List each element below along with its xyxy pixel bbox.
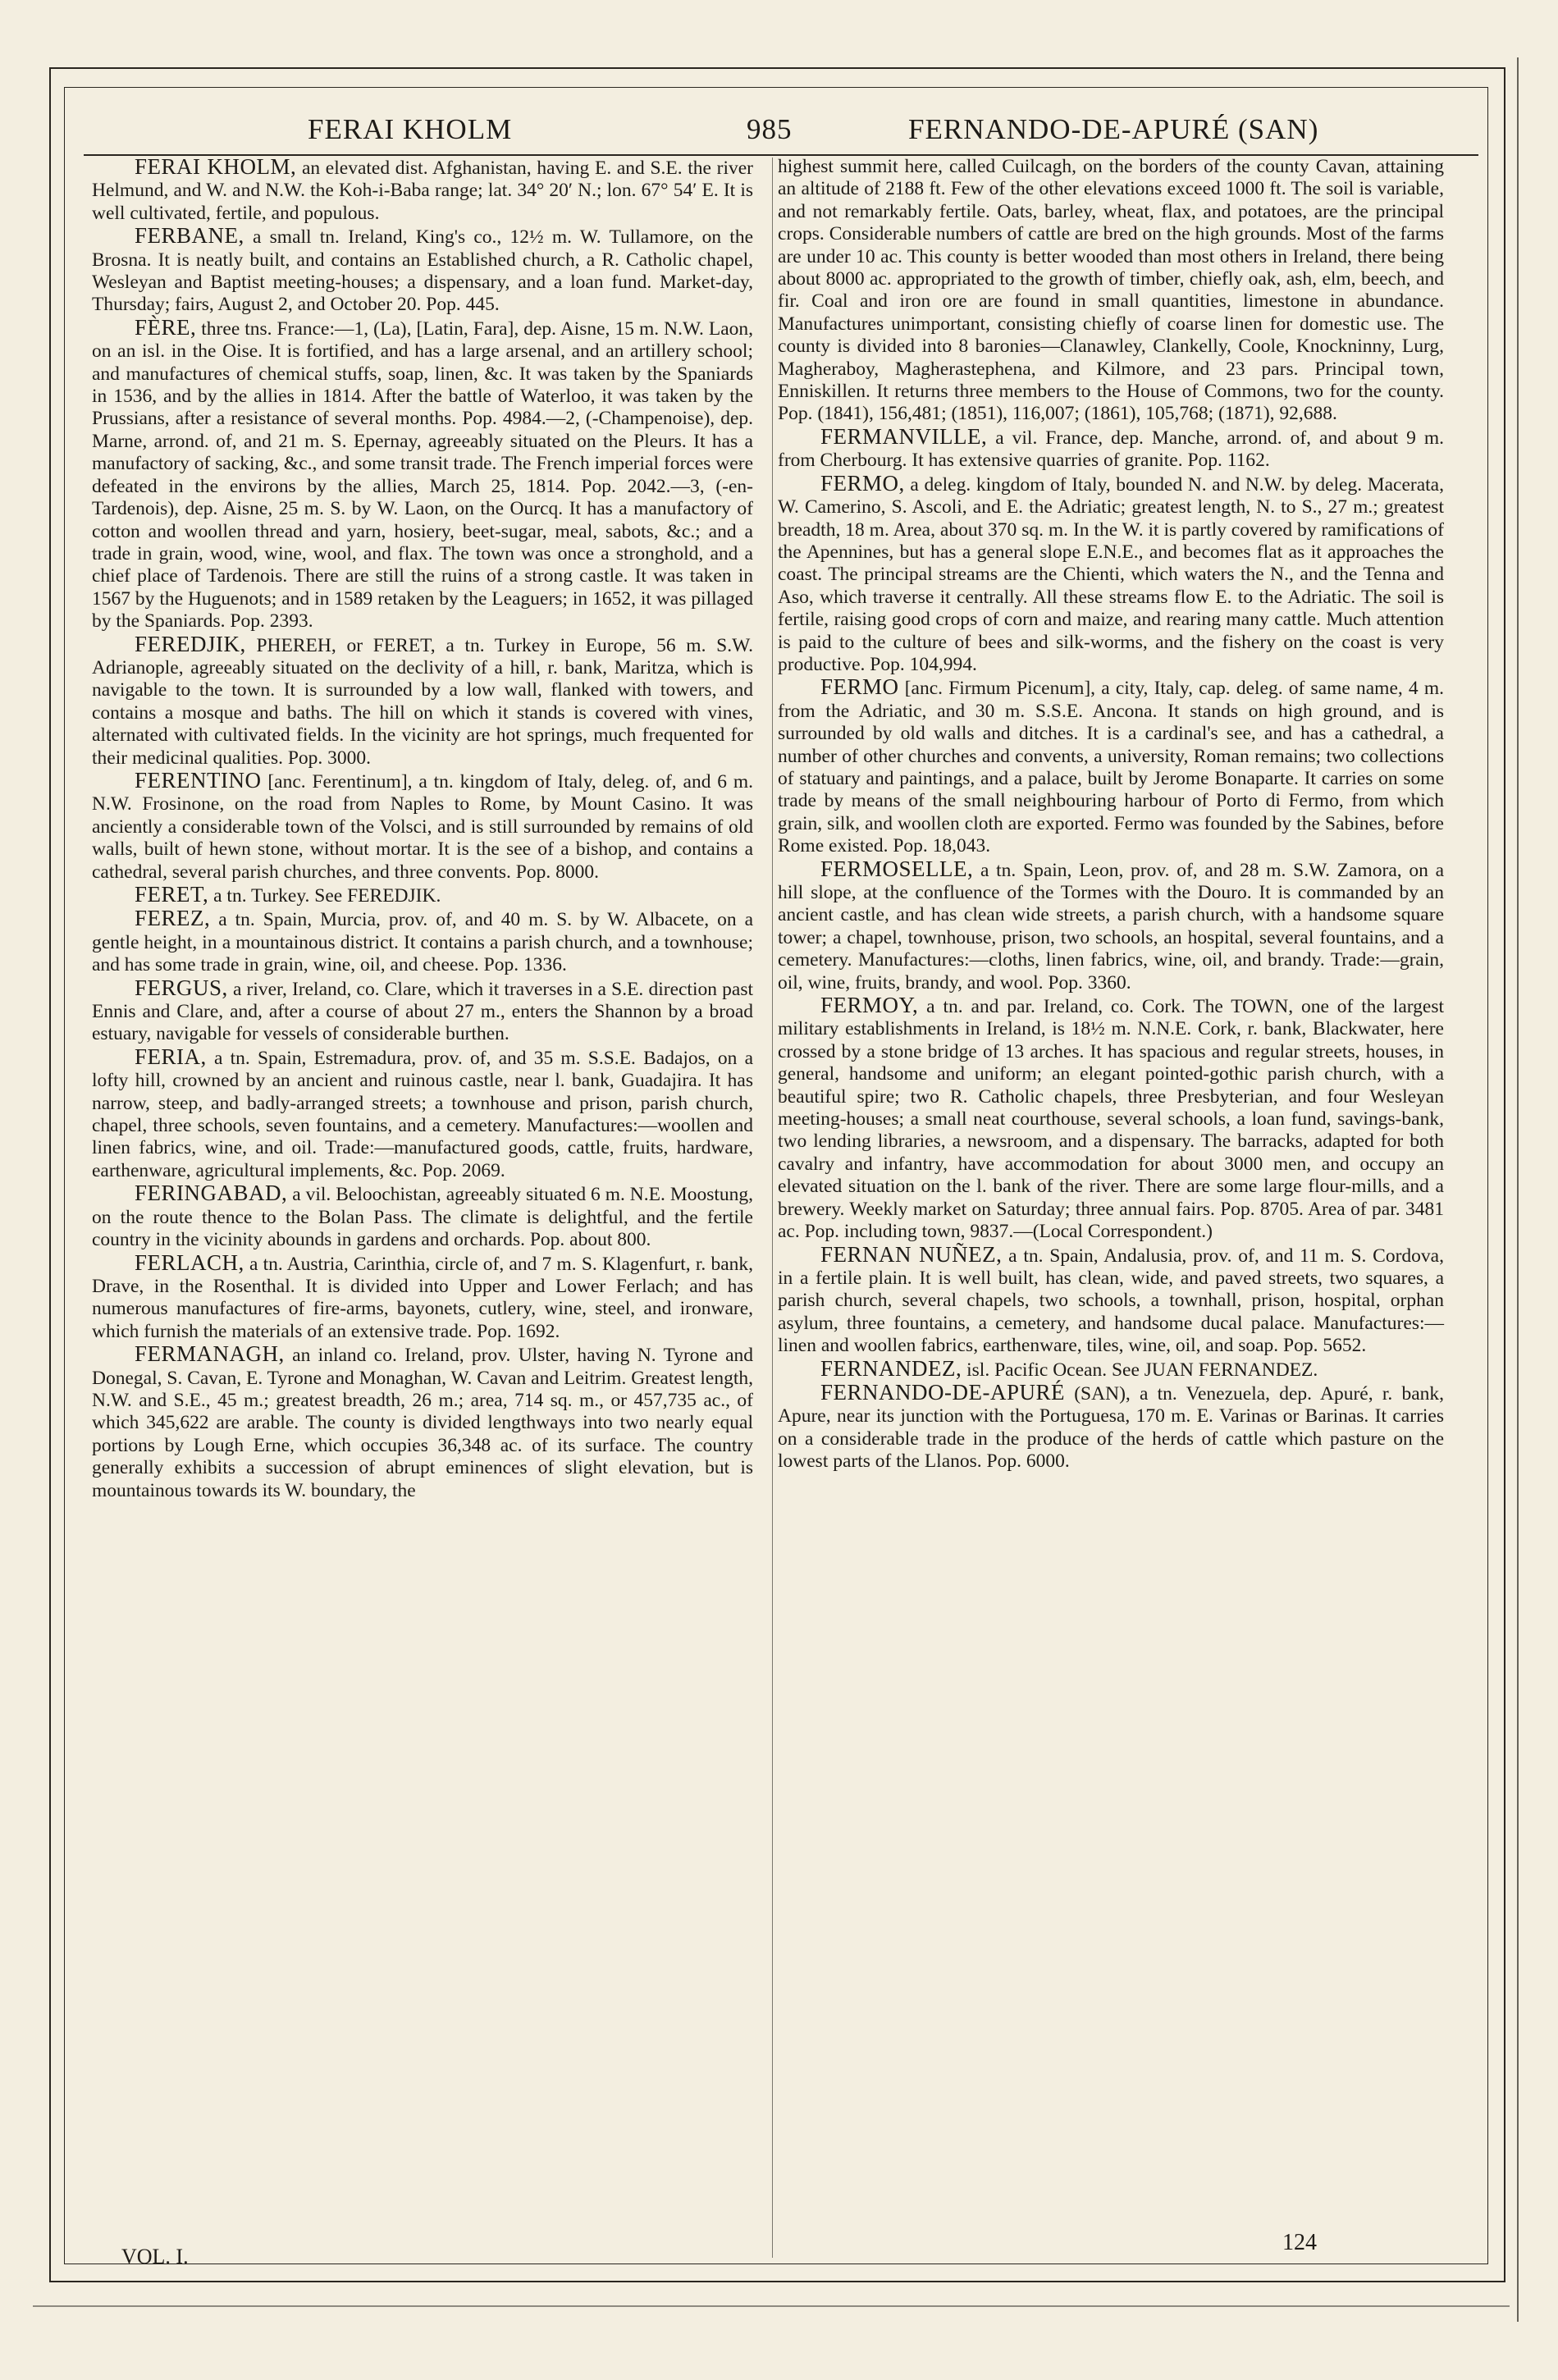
dictionary-entry (778, 1379, 1444, 1473)
dictionary-entry (778, 994, 1444, 1243)
entry-text: a tn. Spain, Murcia, prov. of, and 40 m. S. by W. Albacete, on a gentle height, in a mountainous district. It contains a parish church, and a townhouse; and has some trade in grain, wine, oil, and cheese. Pop. 1336. (92, 909, 753, 976)
entry-text: isl. Pacific Ocean. See JUAN FERNANDEZ. (966, 1359, 1318, 1381)
header-right-word: FERNANDO-DE-APURÉ (SAN) (908, 113, 1319, 145)
entry-text: a tn. Spain, Leon, prov. of, and 28 m. S.W. Zamora, on a hill slope, at the confluence of the Tormes with the Douro. It is commanded by an ancient castle, and has clean wide streets, a parish church, with a handsome square tower; a chapel, townhouse, prison, two schools, an hospital, several fountains, and a cemetery. Manufactures:—cloths, linen fabrics, wine, oil, and brandy. Trade:—grain, oil, wine, fruits, brandy, and wool. Pop. 3360. (778, 859, 1445, 994)
entry-text: highest summit here, called Cuilcagh, on the borders of the county Cavan, attaining an altitude of 2188 ft. Few of the other elevations exceed 1000 ft. The soil is variable, and not remarkably fertile. Oats, barley, wheat, flax, and potatoes, are the principal crops. Considerable numbers of cattle are bred on the high grounds. Most of the farms are under 10 ac. This county is better wooded than most others in Ireland, there being about 8000 ac. appropriated to the growth of timber, chiefly oak, ash, elm, beech, and fir. Coal and iron ore are found in small quantities, limestone in abundance. Manufactures unimportant, consisting chiefly of coarse linen for domestic use. The county is divided into 8 baronies—Clanawley, Clankelly, Coole, Knockninny, Lurg, Magheraboy, Magherastephena, and Kilmore, and 23 pars. Principal town, Enniskillen. It returns three members to the House of Commons, two for the county. Pop. (1841), 156,481; (1851), 116,007; (1861), 105,768; (1871), 92,688. (778, 156, 1444, 425)
entry-text: a deleg. kingdom of Italy, bounded N. and N.W. by deleg. Macerata, W. Camerino, S. Ascoli, and E. the Adriatic; greatest length, N. to S., 27 m.; greatest breadth, 18 m. Area, about 370 sq. m. In the W. it is partly covered by ramifications of the Apennines, but has a general slope E.N.E., and becomes flat as it approaches the coast. The principal streams are the Chienti, which waters the N., and the Tenna and Aso, which traverse it centrally. All these streams flow E. to the Adriatic. The soil is fertile, raising good crops of corn and maize, and rearing many cattle. Much attention is paid to the culture of bees and silk-worms, and the fishery on the coast is very productive. Pop. 104,994. (778, 473, 1444, 675)
entry-headword: FERET, (135, 882, 209, 907)
entry-text: a tn. Spain, Estremadura, prov. of, and 35 m. S.S.E. Badajos, on a lofty hill, crowned by an ancient and ruinous castle, near l. bank, Guadajira. It has narrow, steep, and badly-arranged streets; a townhouse and prison, parish church, chapel, three schools, seven fountains, and a cemetery. Manufactures:—woollen and linen fabrics, wine, and oil. Trade:—manufactured goods, cattle, fruits, hardware, earthenware, agricultural implements, &c. Pop. 2069. (92, 1047, 753, 1181)
entry-text: a small tn. Ireland, King's co., 12½ m. W. Tullamore, on the Brosna. It is neatly built, and contains an Established church, a R. Catholic chapel, Wesleyan and Baptist meeting-houses; a dispensary, and a loan fund. Market-day, Thursday; fairs, August 2, and October 20. Pop. 445. (92, 226, 753, 316)
entry-headword: FERINGABAD, (135, 1181, 288, 1206)
page-number: 985 (747, 113, 793, 145)
dictionary-entry (778, 1355, 1444, 1382)
page-edge (1517, 57, 1519, 2322)
entry-text: a vil. Beloochistan, agreeably situated 6 m. N.E. Moostung, on the route thence to the Bolan Pass. The climate is delightful, and the fertile country in the vicinity abounds in gardens and orchards. Pop. about 800. (92, 1184, 754, 1251)
entry-headword: FERMANAGH, (135, 1341, 285, 1367)
sheet-signature: 124 (1282, 2230, 1317, 2255)
volume-signature: VOL. I. (121, 2245, 189, 2268)
entry-headword: FERGUS, (135, 975, 228, 1000)
running-header (78, 113, 1477, 154)
entry-headword: FERLACH, (135, 1249, 244, 1275)
entry-headword: FEREDJIK, (135, 631, 246, 656)
dictionary-entry (92, 225, 753, 317)
dictionary-entry (92, 633, 753, 770)
entry-headword: FERIA, (135, 1044, 207, 1069)
entry-headword: FERNANDO-DE-APURÉ (820, 1379, 1065, 1405)
entry-headword: FERENTINO (135, 767, 262, 793)
entry-text: three tns. France:—1, (La), [Latin, Fara], dep. Aisne, 15 m. N.W. Laon, on an isl. in the Oise. It is fortified, and has a large arsenal, and an artillery school; and manufactures of chemical stuffs, soap, linen, &c. It was taken by the Spaniards in 1536, and by the allies in 1814. After the battle of Waterloo, it was taken by the Prussians, after a resistance of several months. Pop. 4984.—2, (-Champenoise), dep. Marne, arrond. of, and 21 m. S. Epernay, agreeably situated on the Pleurs. It has a manufactory of sacking, &c., and some transit trade. The French imperial forces were defeated in the environs by the allies, March 25, 1814. Pop. 2042.—3, (-en-Tardenois), dep. Aisne, 25 m. S. by W. Laon, on the Ourcq. It has a manufactory of cotton and woollen thread and yarn, hosiery, beet-sugar, meal, sabots, &c.; and a trade in grain, wood, wine, wool, and flax. The town was once a stronghold, and a chief place of Tardenois. There are still the ruins of a strong castle. It was taken in 1567 by the Huguenots; and in 1589 retaken by the Leaguers; in 1652, it was pillaged by the Spaniards. Pop. 2393. (92, 317, 754, 633)
column-rule (772, 158, 773, 2258)
entry-text: an inland co. Ireland, prov. Ulster, having N. Tyrone and Donegal, S. Cavan, E. Tyrone and Monaghan, W. Cavan and Leitrim. Greatest length, N.W. and S.E., 45 m.; greatest breadth, 26 m.; area, 714 sq. m., or 457,735 ac., of which 345,622 are arable. The county is divided lengthways into two nearly equal portions by Lough Erne, which occupies 36,348 ac. of its surface. The country generally exhibits a succession of abrupt eminences of slight elevation, but is mountainous towards its W. boundary, the (92, 1345, 754, 1501)
entry-headword: FERMO, (820, 470, 905, 496)
page-edge-bottom (33, 2305, 1510, 2307)
entry-text: a river, Ireland, co. Clare, which it traverses in a S.E. direction past Ennis and Clare, and, after a course of about 27 m., enters the Shannon by a broad estuary, navigable for vessels of considerable burthen. (92, 978, 753, 1045)
dictionary-entry (92, 156, 753, 225)
left-column (92, 156, 753, 1502)
entry-headword: FEREZ, (135, 906, 211, 931)
dictionary-entry (92, 1249, 754, 1344)
dictionary-entry (778, 423, 1445, 473)
dictionary-entry (778, 470, 1444, 677)
dictionary-entry (778, 1241, 1444, 1358)
entry-headword: FERMOSELLE, (820, 856, 974, 881)
entry-text: (SAN), a tn. Venezuela, dep. Apuré, r. bank, Apure, near its junction with the Portuguesa, 170 m. E. Varinas or Barinas. It carries on a considerable trade in the produce of the herds of cattle which pasture on the lowest parts of the Llanos. Pop. 6000. (778, 1382, 1444, 1473)
entry-text: [anc. Ferentinum], a tn. kingdom of Italy, deleg. of, and 6 m. N.W. Frosinone, on the road from Naples to Rome, by Mount Casino. It was anciently a considerable town of the Volsci, and is still surrounded by remains of old walls, built of hewn stone, without mortar. It is the see of a bishop, and contains a cathedral, several parish churches, and three convents. Pop. 8000. (92, 770, 754, 883)
entry-headword: FÈRE, (135, 314, 197, 340)
entry-text: PHEREH, or FERET, a tn. Turkey in Europe, 56 m. S.W. Adrianople, agreeably situated on the declivity of a hill, r. bank, Maritza, which is navigable to the town. It is surrounded by a low wall, flanked with towers, and contains a mosque and baths. The hill on which it stands is covered with vines, alternated with cultivated fields. In the vicinity are hot springs, much frequented for their medicinal qualities. Pop. 3000. (92, 634, 753, 769)
entry-text: an elevated dist. Afghanistan, having E. and S.E. the river Helmund, and W. and N.W. the Koh-i-Baba range; lat. 34° 20′ N.; lon. 67° 54′ E. It is well cultivated, fertile, and populous. (92, 158, 754, 224)
dictionary-entry (92, 884, 753, 907)
entry-text: [anc. Firmum Picenum], a city, Italy, cap. deleg. of same name, 4 m. from the Adriatic, and 30 m. S.S.E. Ancona. It stands on high ground, and is surrounded by old walls and ditches. It is a cardinal's see, and has a cathedral, a number of other churches and convents, a university, Roman remains; two collections of statuary and paintings, and a palace, built by Jerome Bonaparte. It carries on some trade by means of the small neighbouring harbour of Porto di Fermo, from which grain, silk, and woollen cloth are exported. Fermo was founded by the Sabines, before Rome existed. Pop. 18,043. (778, 678, 1445, 857)
entry-text: a vil. France, dep. Manche, arrond. of, and about 9 m. from Cherbourg. It has extensive quarries of granite. Pop. 1162. (778, 427, 1445, 472)
entry-headword: FERAI KHOLM, (135, 154, 297, 179)
entry-text: a tn. and par. Ireland, co. Cork. The TOWN, one of the largest military establishments in Ireland, is 18½ m. N.N.E. Cork, r. bank, Blackwater, here crossed by a stone bridge of 13 arches. It has spacious and regular streets, houses, in general, handsome and uniform; an elegant pointed-gothic parish church, with a beautiful spire; two R. Catholic chapels, three Presbyterian, and four Wesleyan meeting-houses; a small neat courthouse, several schools, a loan fund, savings-bank, two lending libraries, a newsroom, and a dispensary. The barracks, adapted for both cavalry and infantry, have accommodation for about 3000 men, and occupy an elevated situation on the l. bank of the river. There are some large flour-mills, and a brewery. Weekly market on Saturday; three annual fairs. Pop. 8705. Area of par. 3481 ac. Pop. including town, 9837.—(Local Correspondent.) (778, 996, 1445, 1243)
dictionary-entry (92, 314, 754, 633)
dictionary-entry (778, 156, 1444, 426)
entry-headword: FERNANDEZ, (820, 1355, 962, 1381)
entry-headword: FERMOY, (820, 993, 919, 1018)
dictionary-entry (92, 977, 753, 1046)
entry-text: a tn. Spain, Andalusia, prov. of, and 11 m. S. Cordova, in a fertile plain. It is well built, has clean, wide, and paved streets, two squares, a parish church, several chapels, two schools, a townhall, prison, hospital, orphan asylum, three fountains, a cemetery, and handsome ducal palace. Manufactures:—linen and woollen fabrics, earthenware, tiles, wine, oil, and soap. Pop. 5652. (778, 1245, 1444, 1357)
right-column (778, 156, 1444, 1473)
entry-text: a tn. Austria, Carinthia, circle of, and 7 m. S. Klagenfurt, r. bank, Drave, in the Rosenthal. It is divided into Upper and Lower Ferlach; and has numerous manufactures of fire-arms, bayonets, cutlery, wine, steel, and ironware, which furnish the materials of an extensive trade. Pop. 1692. (92, 1253, 754, 1342)
dictionary-entry (92, 907, 753, 976)
dictionary-entry (778, 676, 1444, 857)
entry-headword: FERNAN NUÑEZ, (820, 1241, 1003, 1267)
dictionary-entry (92, 1046, 753, 1182)
entry-text: a tn. Turkey. See FEREDJIK. (213, 885, 441, 907)
dictionary-entry (92, 1343, 753, 1502)
entry-headword: FERMANVILLE, (820, 423, 988, 449)
entry-headword: FERMO (820, 674, 899, 700)
entry-headword: FERBANE, (135, 223, 244, 249)
dictionary-entry (92, 767, 754, 884)
header-left-word: FERAI KHOLM (308, 113, 513, 145)
dictionary-entry (778, 858, 1444, 994)
dictionary-entry (92, 1182, 753, 1251)
